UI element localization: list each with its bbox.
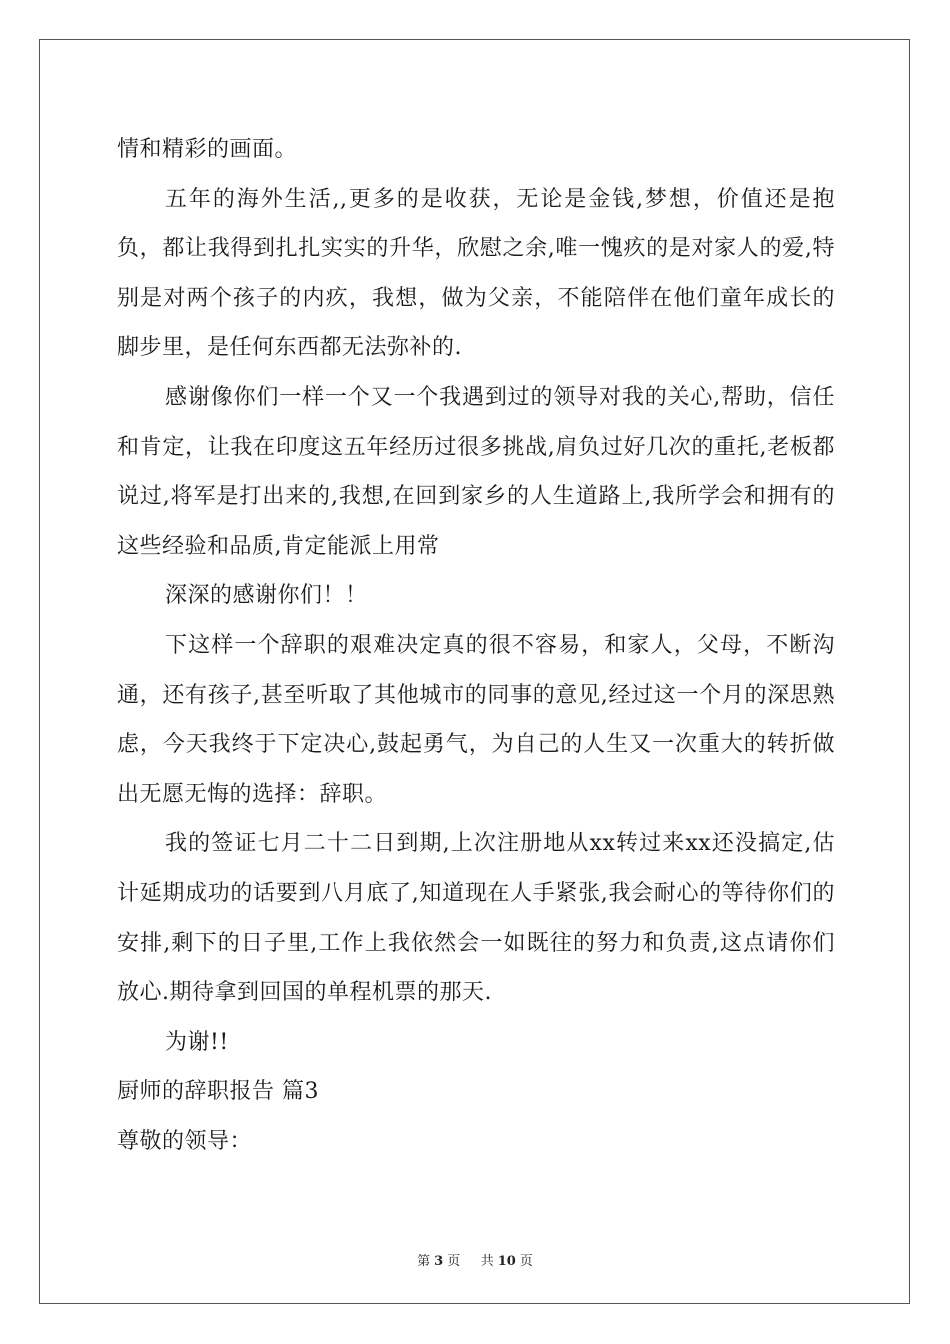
paragraph-visa: 我的签证七月二十二日到期,上次注册地从xx转过来xx还没搞定,估计延期成功的话要到八月底了,知道现在人手紧张,我会耐心的等待你们的安排,剩下的日子里,工作上我依然会一如既往的努力和负责,这点请你们放心.期待拿到回国的单程机票的那天. <box>117 831 835 1006</box>
section-heading: 厨师的辞职报告 篇3 <box>117 1079 319 1105</box>
paragraph-thanks-leaders: 感谢像你们一样一个又一个我遇到过的领导对我的关心,帮助，信任和肯定，让我在印度这五年经历过很多挑战,肩负过好几次的重托,老板都说过,将军是打出来的,我想,在回到家乡的人生道路上,我所学会和拥有的这些经验和品质,肯定能派上用常 <box>117 384 835 559</box>
total-unit: 页 <box>519 1254 533 1269</box>
paragraph-resignation-decision: 下这样一个辞职的艰难决定真的很不容易，和家人，父母，不断沟通，还有孩子,甚至听取了其他城市的同事的意见,经过这一个月的深思熟虑，今天我终于下定决心,鼓起勇气，为自己的人生又一次重大的转折做出无愿无悔的选择：辞职。 <box>117 632 835 807</box>
paragraph-overseas-life: 五年的海外生活,,更多的是收获，无论是金钱,梦想，价值还是抱负，都让我得到扎扎实实的升华，欣慰之余,唯一愧疚的是对家人的爱,特别是对两个孩子的内疚，我想，做为父亲，不能陪伴在他们童年成长的脚步里，是任何东西都无法弥补的. <box>117 186 835 361</box>
paragraph-continuation: 情和精彩的画面。 <box>117 137 298 162</box>
page-footer <box>0 1250 950 1269</box>
page-unit: 页 <box>447 1254 461 1269</box>
page-current: 3 <box>434 1254 444 1269</box>
page-total: 10 <box>497 1254 516 1269</box>
document-body <box>117 125 835 1166</box>
paragraph-closing-thanks: 为谢!! <box>165 1029 229 1055</box>
page-prefix: 第 <box>417 1254 431 1269</box>
total-prefix: 共 <box>480 1254 494 1269</box>
paragraph-deep-thanks: 深深的感谢你们！！ <box>165 583 368 609</box>
salutation: 尊敬的领导： <box>117 1128 253 1154</box>
